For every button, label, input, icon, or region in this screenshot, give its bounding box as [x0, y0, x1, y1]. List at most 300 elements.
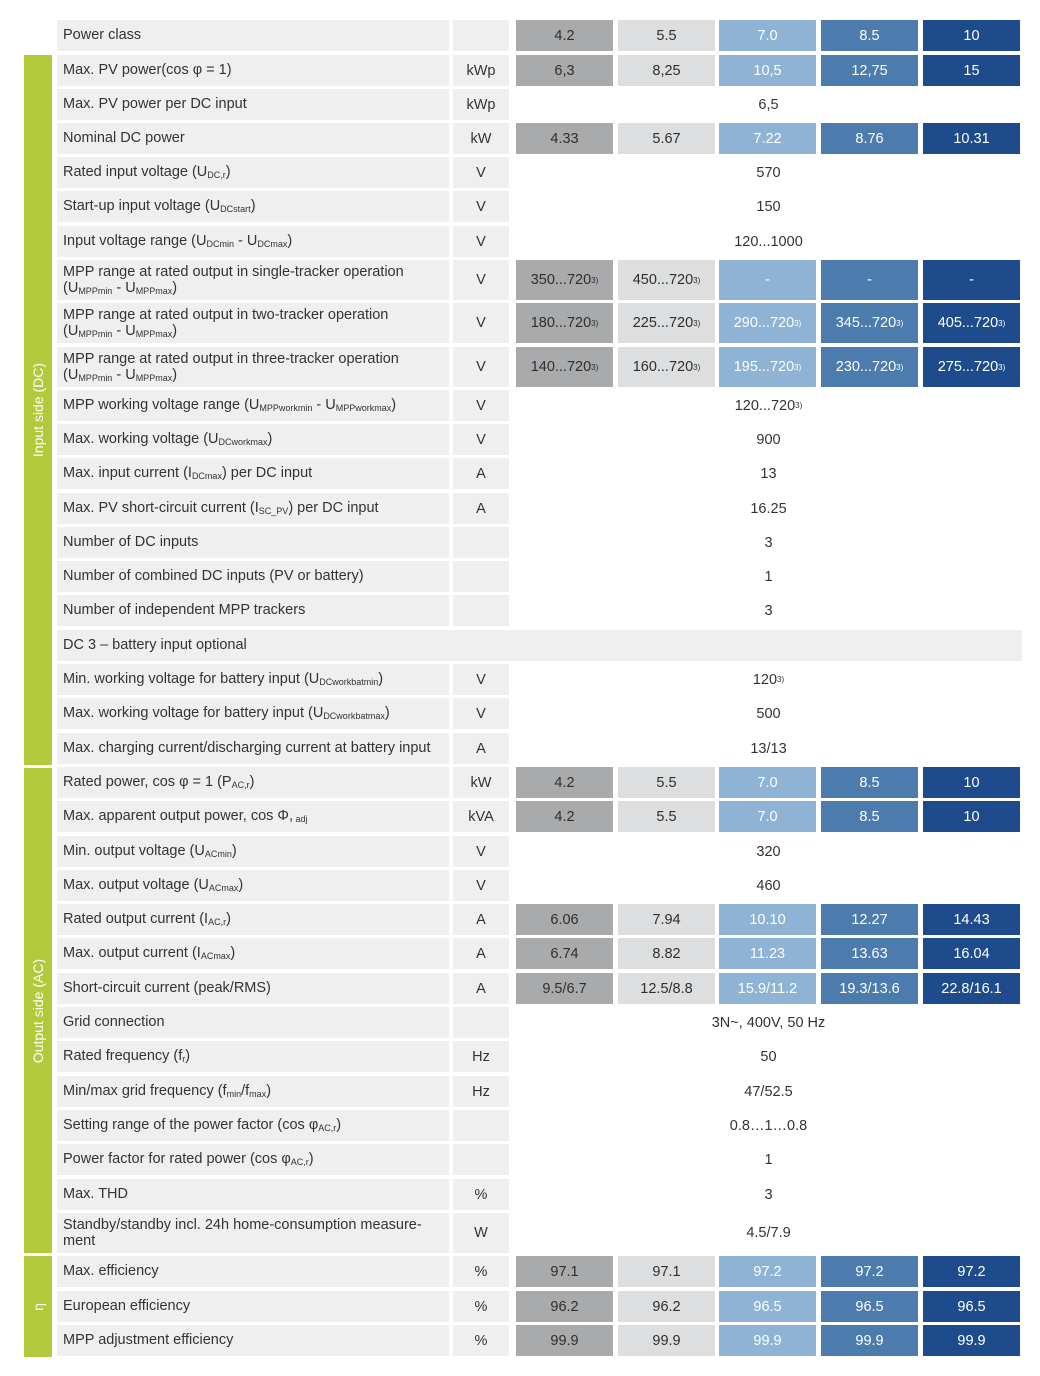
value-cell: [923, 1325, 1020, 1356]
label-subscript: DCstart: [220, 204, 251, 215]
value-cell: [719, 801, 816, 832]
label-text: Max. efficiency: [63, 1263, 159, 1280]
value-text: 5.5: [656, 774, 677, 791]
value-text: 12.5/8.8: [640, 980, 693, 997]
value-cell: [821, 55, 918, 86]
value-cell-merged: [516, 870, 1021, 901]
value-cell: [821, 973, 918, 1004]
value-cell: [516, 1291, 613, 1322]
spec-row: [57, 801, 1022, 832]
value-text: 99.9: [753, 1332, 782, 1349]
value-cell: [923, 123, 1020, 154]
value-cell-merged: [516, 698, 1021, 729]
row-label: [57, 1041, 449, 1072]
value-cell: [821, 767, 918, 798]
label-text: Max. PV power per DC input: [63, 96, 247, 113]
label-text: MPP adjustment efficiency: [63, 1332, 234, 1349]
value-cell: [516, 904, 613, 935]
label-text: ): [172, 280, 178, 296]
value-text: 8.76: [855, 130, 884, 147]
value-cell: [516, 1325, 613, 1356]
spec-row: [57, 390, 1022, 421]
value-text: 0.8…1…0.8: [729, 1117, 808, 1134]
spec-row: [57, 973, 1022, 1004]
value-cell: [618, 1325, 715, 1356]
value-text: 3: [764, 1186, 773, 1203]
row-label: [57, 55, 449, 86]
value-cell-merged: [516, 1213, 1021, 1253]
value-text: 10: [963, 774, 980, 791]
row-unit: A: [453, 973, 509, 1004]
value-cell-merged: [516, 424, 1021, 455]
value-cell-merged: [516, 664, 1021, 695]
value-text: 97.1: [550, 1263, 579, 1280]
value-text: 96.5: [957, 1298, 986, 1315]
label-subscript: DCworkmax: [218, 437, 268, 448]
value-cell: [923, 260, 1020, 300]
label-subscript: AC,r: [231, 780, 250, 791]
row-unit: kVA: [453, 801, 509, 832]
value-cell: [719, 20, 816, 51]
row-unit: V: [453, 303, 509, 343]
value-text: 5.5: [656, 808, 677, 825]
label-text: Max. output current (I: [63, 945, 201, 962]
value-cell: [618, 1291, 715, 1322]
spec-row: [57, 1256, 1022, 1287]
row-unit: [453, 1110, 509, 1141]
row-label: [57, 561, 449, 592]
spec-row: [57, 1110, 1022, 1141]
label-text: Rated power, cos φ = 1 (P: [63, 774, 232, 791]
spec-row: [57, 527, 1022, 558]
label-subscript: MPPmin: [78, 373, 113, 383]
row-label: [57, 1179, 449, 1210]
value-text: 160...720: [632, 359, 694, 375]
label-text: Max. THD: [63, 1186, 128, 1203]
row-unit: A: [453, 904, 509, 935]
label-subscript: ACmin: [204, 849, 232, 860]
row-label: [57, 630, 1022, 661]
row-unit: V: [453, 870, 509, 901]
section-bar-ac: [24, 768, 52, 1253]
value-cell: [516, 260, 613, 300]
row-label: [57, 836, 449, 867]
footnote-ref: 3): [794, 318, 802, 328]
value-text: 120: [752, 671, 778, 688]
label-subscript: r: [182, 1054, 186, 1065]
label-subscript: MPPmin: [78, 286, 113, 296]
label-text: - U: [234, 233, 258, 250]
spec-row: [57, 493, 1022, 524]
row-label: [57, 1213, 449, 1253]
value-text: 320: [756, 843, 781, 860]
label-text: - U: [112, 280, 136, 296]
row-label: [57, 664, 449, 695]
row-label: [57, 973, 449, 1004]
value-cell: [923, 347, 1020, 387]
value-text: 405...720: [937, 315, 999, 331]
label-subscript: MPPmax: [135, 329, 173, 339]
value-cell-merged: [516, 1041, 1021, 1072]
row-unit: [453, 595, 509, 626]
spec-row: [57, 870, 1022, 901]
row-unit: V: [453, 390, 509, 421]
row-unit: Hz: [453, 1076, 509, 1107]
spec-row: [57, 1076, 1022, 1107]
label-subscript: DCworkbatmin: [319, 677, 379, 688]
spec-row: [57, 303, 1022, 343]
footnote-ref: 3): [693, 362, 701, 372]
row-unit: [453, 1007, 509, 1038]
value-cell: [821, 1291, 918, 1322]
label-text: Rated output current (I: [63, 911, 209, 928]
value-cell: [719, 303, 816, 343]
spec-row: [57, 938, 1022, 969]
value-cell: [821, 938, 918, 969]
label-text: MPP range at rated output in two-tracker operation: [63, 306, 389, 323]
label-text: - U: [112, 367, 136, 383]
row-label: [57, 733, 449, 764]
label-text: ) per DC input: [221, 465, 313, 482]
value-text: 3N~, 400V, 50 Hz: [711, 1014, 826, 1031]
row-label: [57, 157, 449, 188]
footnote-ref: 3): [777, 675, 785, 684]
value-cell: [821, 1325, 918, 1356]
value-cell: [923, 55, 1020, 86]
row-unit: V: [453, 698, 509, 729]
label-text: Nominal DC power: [63, 130, 185, 147]
value-cell-merged: [516, 226, 1021, 257]
footnote-ref: 3): [693, 318, 701, 328]
row-label: [57, 698, 449, 729]
row-label: [57, 458, 449, 489]
value-cell-merged: [516, 1076, 1021, 1107]
row-unit: V: [453, 424, 509, 455]
row-label: [57, 1007, 449, 1038]
label-text: ): [336, 1117, 342, 1134]
footnote-ref: 3): [896, 362, 904, 372]
row-unit: kWp: [453, 89, 509, 120]
label-text: MPP range at rated output in three-tracker operation: [63, 350, 399, 367]
value-text: 99.9: [550, 1332, 579, 1349]
spec-row: [57, 260, 1022, 300]
value-text: 350...720: [530, 272, 592, 288]
label-text: Input voltage range (U: [63, 233, 207, 250]
value-text: 180...720: [530, 315, 592, 331]
row-unit: kWp: [453, 55, 509, 86]
label-text: ): [238, 877, 244, 894]
label-text: Number of DC inputs: [63, 534, 199, 551]
value-text: -: [765, 272, 770, 288]
value-text: 7.0: [757, 774, 778, 791]
label-text: ): [384, 705, 390, 722]
value-cell: [618, 303, 715, 343]
footnote-ref: 3): [998, 362, 1006, 372]
value-text: 15.9/11.2: [737, 980, 798, 997]
row-unit: V: [453, 226, 509, 257]
row-label: [57, 1110, 449, 1141]
value-text: 99.9: [652, 1332, 681, 1349]
row-label: [57, 1325, 449, 1356]
value-text: 6.06: [550, 911, 579, 928]
label-text: ): [231, 843, 237, 860]
value-text: 8.82: [652, 945, 681, 962]
label-text: ): [266, 1083, 272, 1100]
label-text: Max. output voltage (U: [63, 877, 209, 894]
value-text: 10: [963, 27, 980, 44]
row-label: [57, 20, 449, 51]
value-text: 275...720: [937, 359, 999, 375]
row-label: [57, 390, 449, 421]
footnote-ref: 3): [591, 275, 599, 285]
row-unit: %: [453, 1256, 509, 1287]
label-subscript: DCworkbatmax: [323, 711, 385, 722]
value-text: 19.3/13.6: [839, 980, 900, 997]
value-text: 5.67: [652, 130, 681, 147]
label-text: MPP range at rated output in single-tracker operation: [63, 263, 404, 280]
row-unit: V: [453, 836, 509, 867]
value-text: 450...720: [632, 272, 694, 288]
label-text: - U: [312, 397, 336, 414]
value-cell: [719, 123, 816, 154]
value-text: 500: [756, 705, 781, 722]
label-text: ): [249, 774, 255, 791]
spec-row: [57, 1041, 1022, 1072]
value-text: 7.22: [753, 130, 782, 147]
value-text: 8,25: [652, 62, 681, 79]
value-text: 10,5: [753, 62, 782, 79]
value-text: 22.8/16.1: [941, 980, 1002, 997]
row-label: [57, 303, 449, 343]
label-text: European efficiency: [63, 1298, 191, 1315]
row-unit: [453, 561, 509, 592]
value-cell-merged: [516, 561, 1021, 592]
row-label: [57, 89, 449, 120]
label-text: ): [308, 1151, 314, 1168]
label-text: ) per DC input: [288, 500, 379, 517]
value-text: 345...720: [835, 315, 897, 331]
value-cell: [821, 347, 918, 387]
value-text: 900: [756, 431, 781, 448]
spec-row: [57, 347, 1022, 387]
value-cell: [618, 347, 715, 387]
value-cell: [923, 904, 1020, 935]
spec-row: [57, 664, 1022, 695]
value-text: 14.43: [953, 911, 990, 928]
value-text: 10.10: [749, 911, 786, 928]
value-cell-merged: [516, 733, 1021, 764]
label-subscript: ACmax: [200, 951, 231, 962]
value-text: 11.23: [749, 945, 786, 962]
label-text: ): [185, 1048, 191, 1065]
value-text: 4.33: [550, 130, 579, 147]
value-text: -: [969, 272, 974, 288]
label-subscript: min: [226, 1089, 242, 1100]
spec-row: [57, 630, 1022, 661]
value-cell: [719, 767, 816, 798]
value-cell: [516, 938, 613, 969]
spec-row: [57, 55, 1022, 86]
value-text: 120...720: [734, 397, 796, 414]
footnote-ref: 3): [794, 362, 802, 372]
label-text: Max. PV power(cos φ = 1): [63, 62, 232, 79]
value-cell: [719, 260, 816, 300]
value-text: 4.2: [554, 27, 575, 44]
spec-row: [57, 767, 1022, 798]
value-text: 7.94: [652, 911, 681, 928]
row-label: [57, 1144, 449, 1175]
spec-row: [57, 904, 1022, 935]
value-cell: [821, 904, 918, 935]
label-text: Max. apparent output power, cos Φ,: [63, 808, 294, 825]
value-text: 4.2: [554, 808, 575, 825]
row-unit: A: [453, 458, 509, 489]
value-text: 15: [963, 62, 980, 79]
value-cell: [516, 303, 613, 343]
label-text: (U: [63, 280, 79, 296]
value-cell: [923, 1256, 1020, 1287]
label-subscript: AC,r: [208, 917, 227, 928]
value-text: 1: [764, 568, 773, 585]
value-cell: [618, 123, 715, 154]
label-subscript: adj: [293, 814, 308, 825]
row-unit: V: [453, 664, 509, 695]
label-subscript: DCmax: [257, 239, 288, 250]
label-text: MPP working voltage range (U: [63, 397, 260, 414]
value-text: 6,5: [758, 96, 779, 113]
label-text: ): [287, 233, 293, 250]
label-text: Max. input current (I: [63, 465, 192, 482]
value-text: 7.0: [757, 808, 778, 825]
label-text: Max. PV short-circuit current (I: [63, 500, 259, 517]
label-text: Standby/standby incl. 24h home-consumption measure-: [63, 1216, 422, 1233]
spec-row: [57, 561, 1022, 592]
row-label: [57, 191, 449, 222]
value-text: 97.1: [652, 1263, 681, 1280]
row-unit: [453, 20, 509, 51]
row-label: [57, 493, 449, 524]
label-text: ): [250, 198, 256, 215]
label-text: Number of combined DC inputs (PV or battery): [63, 568, 364, 585]
value-cell: [516, 347, 613, 387]
value-cell: [923, 801, 1020, 832]
label-text: ): [172, 367, 178, 383]
footnote-ref: 3): [998, 318, 1006, 328]
value-cell-merged: [516, 527, 1021, 558]
label-text: (U: [63, 323, 79, 339]
row-unit: %: [453, 1291, 509, 1322]
label-subscript: max: [249, 1089, 267, 1100]
spec-row: [57, 733, 1022, 764]
row-unit: [453, 527, 509, 558]
section-label: η: [30, 1302, 46, 1311]
footnote-ref: 3): [693, 275, 701, 285]
value-cell: [719, 55, 816, 86]
value-cell: [618, 20, 715, 51]
label-text: Rated frequency (f: [63, 1048, 183, 1065]
value-text: 150: [756, 198, 781, 215]
value-cell: [923, 973, 1020, 1004]
label-text: /f: [241, 1083, 250, 1100]
value-cell: [719, 1256, 816, 1287]
value-cell: [618, 904, 715, 935]
value-text: 97.2: [753, 1263, 782, 1280]
value-cell-merged: [516, 390, 1021, 421]
label-text: Min. output voltage (U: [63, 843, 205, 860]
value-cell: [516, 801, 613, 832]
value-cell-merged: [516, 1179, 1021, 1210]
label-text: Short-circuit current (peak/RMS): [63, 980, 271, 997]
value-cell: [923, 767, 1020, 798]
label-text: Start-up input voltage (U: [63, 198, 221, 215]
section-bar-dc: [24, 55, 52, 765]
label-subscript: MPPmax: [135, 373, 173, 383]
value-cell: [618, 801, 715, 832]
label-text: Max. working voltage for battery input (U: [63, 705, 324, 722]
value-cell: [516, 767, 613, 798]
row-label: [57, 260, 449, 300]
spec-row: [57, 226, 1022, 257]
footnote-ref: 3): [591, 318, 599, 328]
value-text: 8.5: [859, 27, 880, 44]
value-cell-merged: [516, 1007, 1021, 1038]
value-text: 96.5: [855, 1298, 884, 1315]
label-subscript: MPPworkmax: [335, 403, 392, 414]
value-text: 1: [764, 1151, 773, 1168]
value-text: 6.74: [550, 945, 579, 962]
label-text: Number of independent MPP trackers: [63, 602, 306, 619]
label-subscript: MPPworkmin: [259, 403, 313, 414]
value-cell: [618, 938, 715, 969]
label-text: Min. working voltage for battery input (U: [63, 671, 320, 688]
row-label: [57, 1076, 449, 1107]
value-text: 12,75: [851, 62, 888, 79]
row-label: [57, 1256, 449, 1287]
spec-row: [57, 1007, 1022, 1038]
row-unit: A: [453, 938, 509, 969]
label-text: ): [378, 671, 384, 688]
value-text: 97.2: [957, 1263, 986, 1280]
value-text: 99.9: [957, 1332, 986, 1349]
row-label: [57, 801, 449, 832]
row-unit: kW: [453, 123, 509, 154]
value-text: -: [867, 272, 872, 288]
section-label: Output side (AC): [30, 958, 46, 1063]
value-cell: [821, 1256, 918, 1287]
value-cell: [516, 123, 613, 154]
spec-row: [57, 458, 1022, 489]
value-cell: [618, 1256, 715, 1287]
value-text: 12.27: [851, 911, 888, 928]
row-label: [57, 870, 449, 901]
spec-row: [57, 595, 1022, 626]
spec-row: [57, 698, 1022, 729]
value-cell-merged: [516, 1144, 1021, 1175]
value-cell: [618, 767, 715, 798]
row-label: [57, 226, 449, 257]
row-unit: %: [453, 1179, 509, 1210]
value-text: 47/52.5: [744, 1083, 793, 1100]
row-label: [57, 123, 449, 154]
label-subscript: ACmax: [208, 883, 239, 894]
row-unit: %: [453, 1325, 509, 1356]
label-subscript: SC_PV: [258, 506, 289, 517]
value-text: 96.2: [550, 1298, 579, 1315]
value-cell: [923, 938, 1020, 969]
value-cell: [821, 123, 918, 154]
value-text: 99.9: [855, 1332, 884, 1349]
value-cell: [719, 973, 816, 1004]
